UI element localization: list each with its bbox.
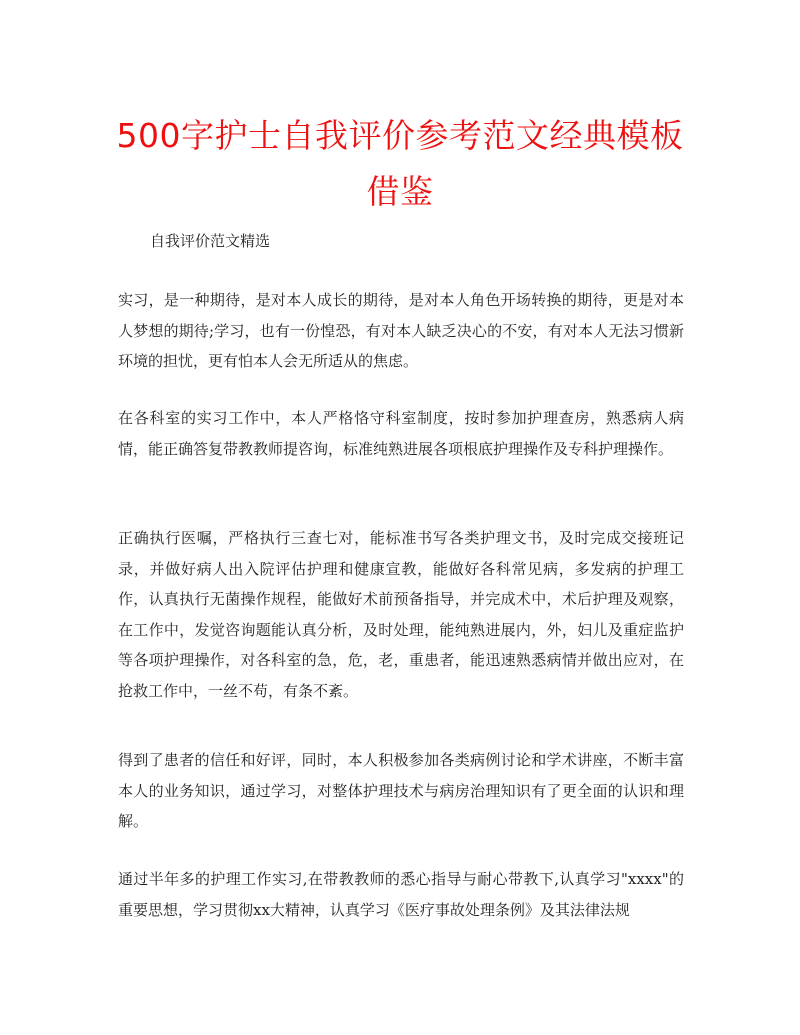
paragraph: 通过半年多的护理工作实习,在带教教师的悉心指导与耐心带教下,认真学习"xxxx"的重要思想，学习贯彻xx大精神，认真学习《医疗事故处理条例》及其法律法规	[118, 870, 684, 919]
paragraph: 得到了患者的信任和好评，同时，本人积极参加各类病例讨论和学术讲座，不断丰富本人的业务知识，通过学习，对整体护理技术与病房治理知识有了更全面的认识和理解。	[118, 751, 684, 830]
document-subtitle: 自我评价范文精选	[150, 232, 271, 250]
paragraph: 在各科室的实习工作中，本人严格恪守科室制度，按时参加护理查房，熟悉病人病情，能正确答复带教教师提咨询，标准纯熟进展各项根底护理操作及专科护理操作。	[118, 409, 684, 458]
document-title: 500字护士自我评价参考范文经典模板借鉴	[116, 116, 684, 211]
paragraph: 正确执行医嘱，严格执行三查七对，能标准书写各类护理文书，及时完成交接班记录，并做好病人出入院评估护理和健康宣教，能做好各科常见病，多发病的护理工作，认真执行无菌操作规程，能做好术前预备指导，并完成术中，术后护理及观察，在工作中，发觉咨询题能认真分析，及时处理，能纯熟进展内，外，妇儿及重症监护等各项护理操作，对各科室的急，危，老，重患者，能迅速熟悉病情并做出应对，在抢救工作中，一丝不苟，有条不紊。	[118, 529, 684, 700]
paragraph: 实习，是一种期待，是对本人成长的期待，是对本人角色开场转换的期待，更是对本人梦想的期待;学习，也有一份惶恐，有对本人缺乏决心的不安，有对本人无法习惯新环境的担忧，更有怕本人会无所适从的焦虑。	[118, 291, 684, 370]
